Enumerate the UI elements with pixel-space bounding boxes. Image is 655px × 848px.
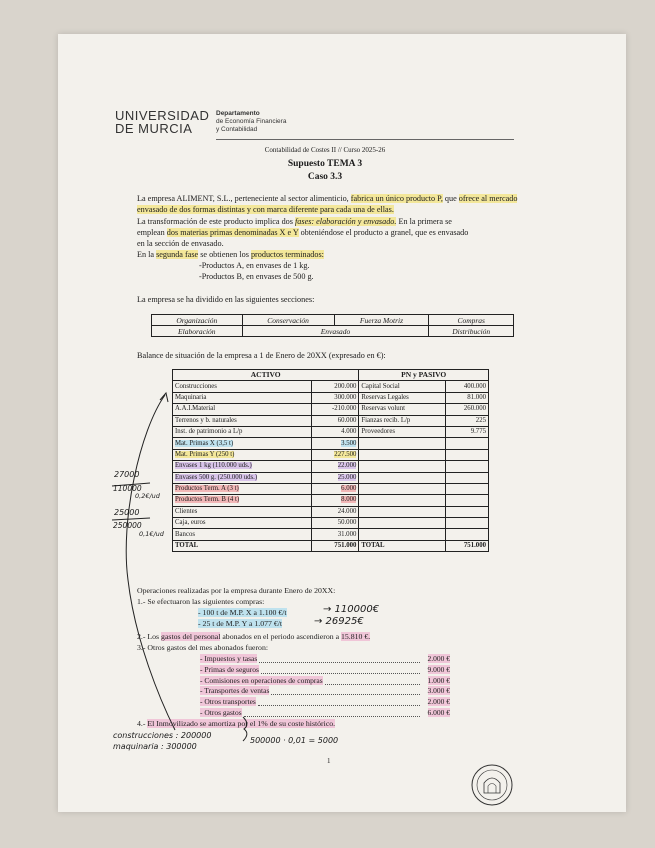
balance-activo-value-text: 22.000: [337, 462, 357, 470]
hand-amort-line2: maquinaria : 300000: [113, 742, 197, 751]
total-activo-label: TOTAL: [173, 540, 312, 551]
activo-header: ACTIVO: [173, 370, 359, 381]
balance-pasivo-value-text: 81.000: [467, 393, 486, 401]
hand-amort-result: 500000 · 0,01 = 5000: [250, 736, 339, 745]
hand-calc1-bottom: 110000: [113, 484, 142, 493]
p1-highlight-market: ofrece al mercado envasado de dos formas distintas y con marca diferente para cada una de ellas.: [137, 194, 518, 214]
op2-text-a: 2.- Los: [137, 632, 162, 641]
total-pasivo-label: TOTAL: [359, 540, 445, 551]
section-cell: Conservación: [242, 315, 334, 326]
section-cell: Compras: [429, 315, 514, 326]
gasto-value-text: 2.000 €: [427, 697, 450, 707]
p3-highlight-phase: segunda fase: [156, 250, 199, 259]
balance-activo-value-text: 300.000: [334, 393, 357, 401]
p2-highlight-phases: fases: elaboración y envasado.: [295, 217, 397, 226]
hand-purchase-y: → 26925€: [314, 616, 364, 627]
gasto-label-text: - Transportes de ventas: [200, 686, 270, 696]
dept-line2: de Economía Financiera: [216, 118, 287, 125]
p1-text-a: La empresa ALIMENT, S.L., perteneciente al sector alimenticio,: [137, 194, 351, 203]
balance-activo-label-text: Envases 500 g. (250.000 uds.): [175, 473, 258, 481]
balance-pasivo-label-text: Reservas volunt: [361, 405, 405, 413]
balance-activo-value-text: 25.000: [337, 473, 357, 481]
op4-highlight: El Inmovilizado se amortiza por el 1% de su coste histórico.: [147, 719, 336, 728]
p1-text-c: que: [442, 194, 459, 203]
balance-pasivo-label-text: Reservas Legales: [361, 393, 409, 401]
op4-text-a: 4.-: [137, 719, 148, 728]
balance-pasivo-label-text: Capital Social: [361, 382, 400, 390]
hand-purchase-x: → 110000€: [323, 604, 380, 615]
hand-calc2-bottom: 250000: [113, 521, 142, 530]
op2-highlight-amount: 15.810 €.: [340, 632, 371, 641]
balance-activo-value-text: 24.000: [337, 507, 357, 515]
balance-pasivo-label-text: Proveedores: [361, 428, 395, 436]
balance-activo-value-text: 60.000: [337, 416, 357, 424]
p1-highlight-product: fabrica un único producto P,: [350, 194, 443, 203]
pasivo-header: PN y PASIVO: [359, 370, 489, 381]
gasto-value-text: 1.000 €: [427, 675, 450, 685]
balance-activo-label-text: Construcciones: [175, 382, 217, 390]
gasto-label-text: - Otros gastos: [200, 708, 242, 717]
balance-caption: Balance de situación de la empresa a 1 de Enero de 20XX (expresado en €):: [137, 351, 386, 360]
balance-activo-label-text: A.A.I.Material: [175, 405, 216, 413]
total-pasivo-value: 751.000: [445, 540, 488, 551]
balance-activo-value-text: 6.000: [341, 485, 357, 493]
gasto-value-text: 3.000 €: [427, 686, 450, 696]
section-cell: Organización: [152, 315, 243, 326]
p2-highlight-materials: dos materias primas denominadas X e Y: [166, 228, 299, 237]
hand-amort-line1: construcciones : 200000: [113, 731, 212, 740]
gasto-label-text: - Impuestos y tasas: [200, 654, 258, 663]
operations-intro: Operaciones realizadas por la empresa durante Enero de 20XX:: [137, 586, 336, 595]
section-cell: Elaboración: [152, 326, 243, 337]
balance-activo-value-text: 200.000: [334, 382, 357, 390]
balance-activo-label-text: Mat. Primas X (3,5 t): [175, 439, 234, 447]
gasto-value-text: 6.000 €: [427, 708, 450, 717]
section-cell: Envasado: [242, 326, 429, 337]
hand-calc2-top: 25000: [114, 508, 140, 517]
gasto-value-text: 9.000 €: [427, 664, 450, 674]
hand-calc1-top: 27000: [114, 470, 140, 479]
balance-activo-value-text: 31.000: [337, 530, 357, 538]
balance-activo-label-text: Productos Term. B (4 t): [175, 496, 240, 504]
balance-activo-value-text: -210.000: [332, 405, 357, 413]
university-seal-icon: [470, 763, 514, 807]
p3-text-c: se obtienen los: [198, 250, 251, 259]
purchase-x: - 100 t de M.P. X a 1.100 €/t: [198, 608, 287, 617]
dept-line1: Departamento: [216, 110, 260, 117]
balance-activo-label-text: Mat. Primas Y (250 t): [175, 450, 235, 458]
balance-activo-value-text: 8.000: [341, 496, 357, 504]
op2-highlight-personal: gastos del personal: [161, 632, 221, 641]
gasto-value-text: 2.000 €: [427, 654, 450, 663]
total-activo-value: 751.000: [312, 540, 359, 551]
gasto-label-text: - Comisiones en operaciones de compras: [200, 675, 323, 685]
course-label: Contabilidad de Costes II // Curso 2025-26: [264, 146, 386, 154]
p3-text-a: En la: [137, 250, 157, 259]
balance-activo-value-text: 3.500: [341, 439, 357, 447]
p2-text-f: obteniéndose el producto a granel, que es envasado: [298, 228, 469, 237]
document-title: Supuesto TEMA 3: [287, 159, 363, 169]
balance-activo-label-text: Bancos: [175, 530, 196, 538]
balance-activo-label-text: Inst. de patrimonio a L/p: [175, 428, 243, 436]
balance-activo-value-text: 4.000: [341, 428, 357, 436]
hand-calc1-result: 0,2€/ud: [135, 492, 160, 500]
balance-activo-value-text: 50.000: [337, 519, 357, 527]
balance-activo-value-text: 227.500: [334, 450, 357, 458]
document-subtitle: Caso 3.3: [307, 172, 343, 182]
operation-3: 3.- Otros gastos del mes abonados fueron:: [137, 643, 269, 652]
p3-product-a: -Productos A, en envases de 1 kg.: [199, 261, 310, 270]
balance-pasivo-label-text: Fianzas recib. L/p: [361, 416, 411, 424]
balance-activo-label-text: Caja, euros: [175, 519, 206, 527]
gasto-label-text: - Primas de seguros: [200, 664, 259, 674]
dept-line3: y Contabilidad: [216, 126, 258, 133]
balance-activo-label-text: Clientes: [175, 507, 198, 515]
operation-1: 1.- Se efectuaron las siguientes compras:: [137, 597, 265, 606]
section-cell: Distribución: [429, 326, 514, 337]
gasto-label-text: - Otros transportes: [200, 697, 256, 707]
p3-product-b: -Productos B, en envases de 500 g.: [199, 272, 314, 281]
p2-text-g: en la sección de envasado.: [137, 239, 224, 248]
university-name-line1: UNIVERSIDAD: [115, 108, 210, 123]
op2-text-c: abonados en el periodo ascendieron a: [220, 632, 341, 641]
balance-pasivo-value-text: 9.775: [470, 428, 486, 436]
p2-text-d: emplean: [137, 228, 167, 237]
p2-text-a: La transformación de este producto implica dos: [137, 217, 296, 226]
balance-activo-label-text: Maquinaria: [175, 393, 207, 401]
p3-highlight-products: productos terminados:: [250, 250, 324, 259]
university-name-line2: DE MURCIA: [115, 121, 193, 136]
balance-activo-label-text: Productos Term. A (3 t): [175, 485, 239, 493]
balance-pasivo-value-text: 225: [475, 416, 486, 424]
balance-activo-label-text: Envases 1 kg (110.000 uds.): [175, 462, 252, 470]
balance-pasivo-value-text: 260.000: [463, 405, 486, 413]
balance-pasivo-value-text: 400.000: [463, 382, 486, 390]
section-cell: Fuerza Motriz: [334, 315, 429, 326]
sections-caption: La empresa se ha dividido en las siguientes secciones:: [137, 295, 315, 304]
balance-activo-label-text: Terrenos y b. naturales: [175, 416, 237, 424]
purchase-y: - 25 t de M.P. Y a 1.077 €/t: [198, 619, 283, 628]
hand-calc2-result: 0,1€/ud: [139, 530, 164, 538]
p2-text-c: En la primera se: [396, 217, 452, 226]
page-number: 1: [327, 757, 331, 765]
